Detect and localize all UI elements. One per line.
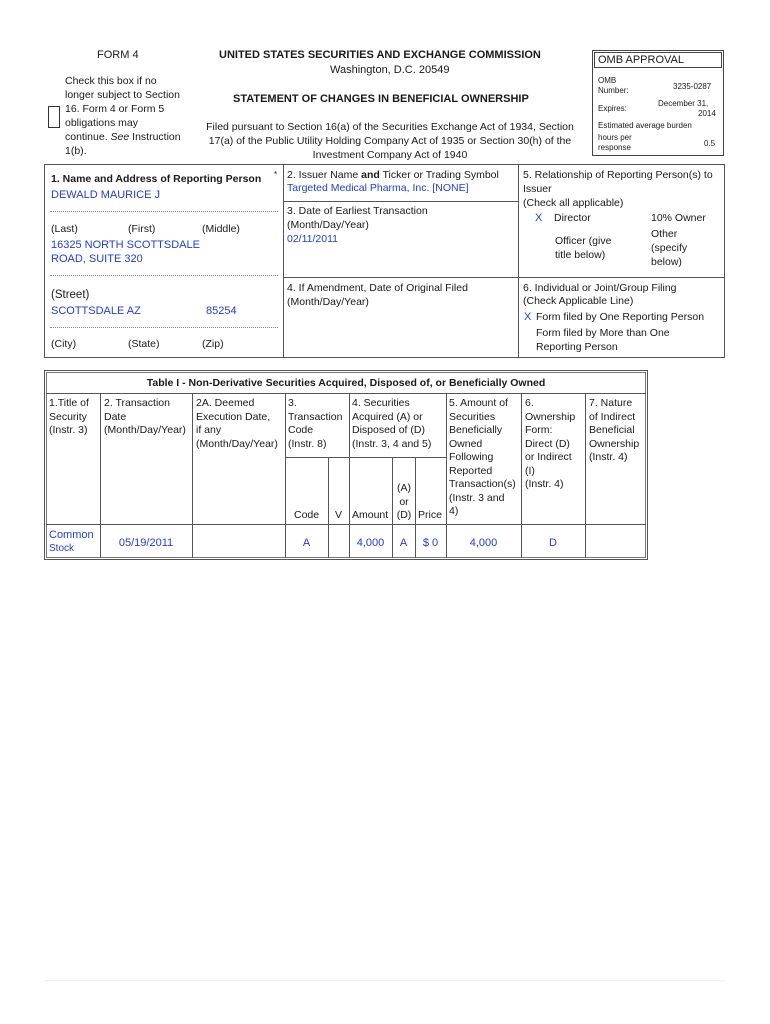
first-label: (First) [128,223,156,235]
col-header-line: Security [49,410,87,423]
omb-expires-label: Expires: [598,104,627,113]
relationship-heading-3: (Check all applicable) [523,197,624,209]
form-label: FORM 4 [97,49,139,61]
middle-label: (Middle) [202,223,240,235]
section16-checkbox[interactable] [48,106,60,128]
street-label: (Street) [51,289,90,301]
sub-header-v: V [335,509,343,521]
col-header-line: 5. Amount of [449,397,508,409]
sub-header-d: (D) [396,509,412,521]
officer-label-1: Officer (give [555,235,612,247]
col-header-security [49,397,89,438]
col-header-line: or Indirect [525,451,572,463]
row-ownership-form: D [549,537,557,549]
col-header-ownership-form [525,397,575,492]
col-header-line: (Month/Day/Year) [196,437,278,450]
col-header-line: (Instr. 3, 4 and 5) [352,437,432,450]
col-header-line: Date [104,410,127,423]
col-header-line: 6. [525,397,534,409]
reporting-person-heading: 1. Name and Address of Reporting Person [51,173,262,185]
sub-header-or: or [399,496,409,508]
col-header-line: 7. Nature [589,397,633,409]
filed-pursuant-line1: Filed pursuant to Section 16(a) of the Securities Exchange Act of 1934, Section [206,121,574,133]
earliest-transaction-heading-1: 3. Date of Earliest Transaction [287,205,428,217]
filed-pursuant-line2: 17(a) of the Public Utility Holding Company Act of 1935 or Section 30(h) of the [208,135,572,147]
row-amount: 4,000 [356,537,385,549]
row-a-or-d: A [399,537,408,549]
earliest-transaction-heading-2: (Month/Day/Year) [287,219,369,231]
sub-header-price: Price [418,509,442,521]
col-header-line: (I) [525,464,535,477]
footer-rule [44,980,725,981]
checkbox-note-line6: 1(b). [65,145,87,157]
col-header-line: Execution Date, [196,410,271,423]
earliest-transaction-date: 02/11/2011 [287,233,338,245]
col-header-deemed-date [196,397,278,451]
col-header-line: (Instr. 8) [288,437,327,450]
row-security-1: Common [49,529,94,541]
other-label-3: below) [651,256,682,268]
checkbox-note-line1: Check this box if no [65,75,157,87]
col-header-line: (Instr. 4) [589,451,628,463]
zip-label: (Zip) [202,338,224,350]
name-underline [50,211,278,212]
col-header-line: (Instr. 3) [49,424,88,436]
col-header-line: (Month/Day/Year) [104,424,186,436]
omb-number-label-1: OMB [598,76,617,85]
reporting-person-name: DEWALD MAURICE J [51,189,160,201]
director-label: Director [554,212,591,224]
sub-header-a: (A) [397,482,411,494]
director-checkmark[interactable]: X [535,212,543,224]
statement-title: STATEMENT OF CHANGES IN BENEFICIAL OWNERSHIP [233,93,529,105]
col-sep-2 [192,393,193,558]
col-sep-5 [446,393,447,558]
col-sep-1 [100,393,101,558]
filed-pursuant-line3: Investment Company Act of 1940 [312,149,468,161]
reporting-person-asterisk: * [274,170,278,179]
zip-code: 85254 [206,305,237,317]
col-header-line: Transaction [288,410,343,423]
address-line1: 16325 NORTH SCOTTSDALE [51,239,200,251]
col-header-line: Owned [449,437,483,450]
row-security-2: Stock [49,543,75,554]
row-transaction-date: 05/19/2011 [118,537,174,549]
col-header-line: Reported [449,464,493,477]
table-one-title: Table I - Non-Derivative Securities Acquired, Disposed of, or Beneficially Owned [146,377,546,389]
col-header-line: if any [196,424,222,436]
address-underline [50,275,278,276]
omb-hours-value: 0.5 [704,139,716,148]
col-header-securities [352,397,431,451]
more-persons-label-1: Form filed by More than One [536,327,670,339]
checkbox-note-line2: longer subject to Section [65,89,180,101]
col-header-line: Disposed of (D) [352,424,425,436]
more-persons-label-2: Reporting Person [536,341,618,353]
grid-divider-4 [283,277,518,278]
checkbox-note-line5: continue. See Instruction [65,131,181,143]
omb-expires-value-1: December 31, [658,99,709,108]
city-label: (City) [51,338,77,350]
grid-divider-3 [283,201,518,202]
other-label-2: (specify [651,242,688,254]
issuer-value: Targeted Medical Pharma, Inc. [NONE] [287,182,469,194]
one-person-checkmark[interactable]: X [524,311,532,323]
col-sep-7 [585,393,586,558]
relationship-heading-2: Issuer [523,183,552,195]
col-header-amount-owned [449,397,516,519]
omb-hours-label-2: response [598,143,631,152]
omb-hours-label-1: hours per [598,133,632,142]
officer-label-2: title below) [555,249,606,261]
col-header-line: 2. Transaction [104,397,170,409]
col-header-line: Following [449,451,494,463]
col-header-line: Transaction(s) [449,478,516,490]
col-sep-4 [349,393,350,558]
col-header-line: Ownership [589,437,640,450]
col-header-line: Ownership [525,410,576,423]
city-state: SCOTTSDALE AZ [51,305,141,317]
col-header-line: 4) [449,505,459,517]
col-header-line: (Instr. 4) [525,478,564,490]
col-header-line: 3. [288,397,297,409]
omb-number-value: 3235-0287 [673,82,712,91]
checkbox-note-line4: obligations may [65,117,138,129]
row-owned: 4,000 [469,537,498,549]
col-header-line: 2A. Deemed [196,397,255,409]
city-underline [50,327,278,328]
row-price: $ 0 [422,537,439,549]
filing-heading-1: 6. Individual or Joint/Group Filing [523,282,677,294]
agency-title: UNITED STATES SECURITIES AND EXCHANGE COMMISSION [219,49,541,61]
col-header-line: Securities [449,410,496,423]
omb-number-label-2: Number: [598,86,629,95]
col-header-transaction-code [288,397,342,451]
amendment-heading-1: 4. If Amendment, Date of Original Filed [287,282,468,294]
address-line2: ROAD, SUITE 320 [51,253,143,265]
filing-heading-2: (Check Applicable Line) [523,295,634,307]
col-header-line: of Indirect [589,410,636,423]
state-label: (State) [128,338,160,350]
one-person-label: Form filed by One Reporting Person [536,311,705,323]
col-header-transaction-date [104,397,186,438]
col-sep-3v [328,457,329,558]
grid-divider-2 [518,164,519,358]
col-header-line: Beneficial [589,424,635,436]
omb-burden-label: Estimated average burden [598,121,692,130]
col-header-nature [589,397,639,465]
col-header-line: (Instr. 3 and [449,491,505,504]
sub-header-code: Code [294,509,320,521]
other-label-1: Other [651,228,678,240]
col-header-line: Direct (D) [525,437,570,450]
grid-divider-5 [518,277,725,278]
col-sep-6 [521,393,522,558]
ten-percent-owner-label: 10% Owner [651,212,706,224]
header-body-rule [46,524,646,525]
col-header-line: Acquired (A) or [352,410,423,423]
omb-title: OMB APPROVAL [598,54,684,66]
amendment-heading-2: (Month/Day/Year) [287,296,369,308]
issuer-heading: 2. Issuer Name and Ticker or Trading Symbol [287,169,499,181]
col-header-line: 1.Title of [49,397,89,409]
grid-divider-1 [283,164,284,358]
col-header-line: 4. Securities [352,397,410,409]
agency-location: Washington, D.C. 20549 [330,64,450,76]
col-header-line: Beneficially [449,424,503,436]
table-title-rule [46,393,646,394]
omb-expires-value-2: 2014 [698,109,716,118]
col-header-line: Form: [525,424,553,436]
sub-header-amount: Amount [352,509,389,521]
last-label: (Last) [51,223,78,235]
checkbox-note-line3: 16. Form 4 or Form 5 [65,103,165,115]
subheader-rule [285,457,446,458]
col-header-line: Code [288,424,314,436]
col-sep-3 [285,393,286,558]
row-code: A [302,537,311,549]
relationship-heading-1: 5. Relationship of Reporting Person(s) to [523,169,713,181]
